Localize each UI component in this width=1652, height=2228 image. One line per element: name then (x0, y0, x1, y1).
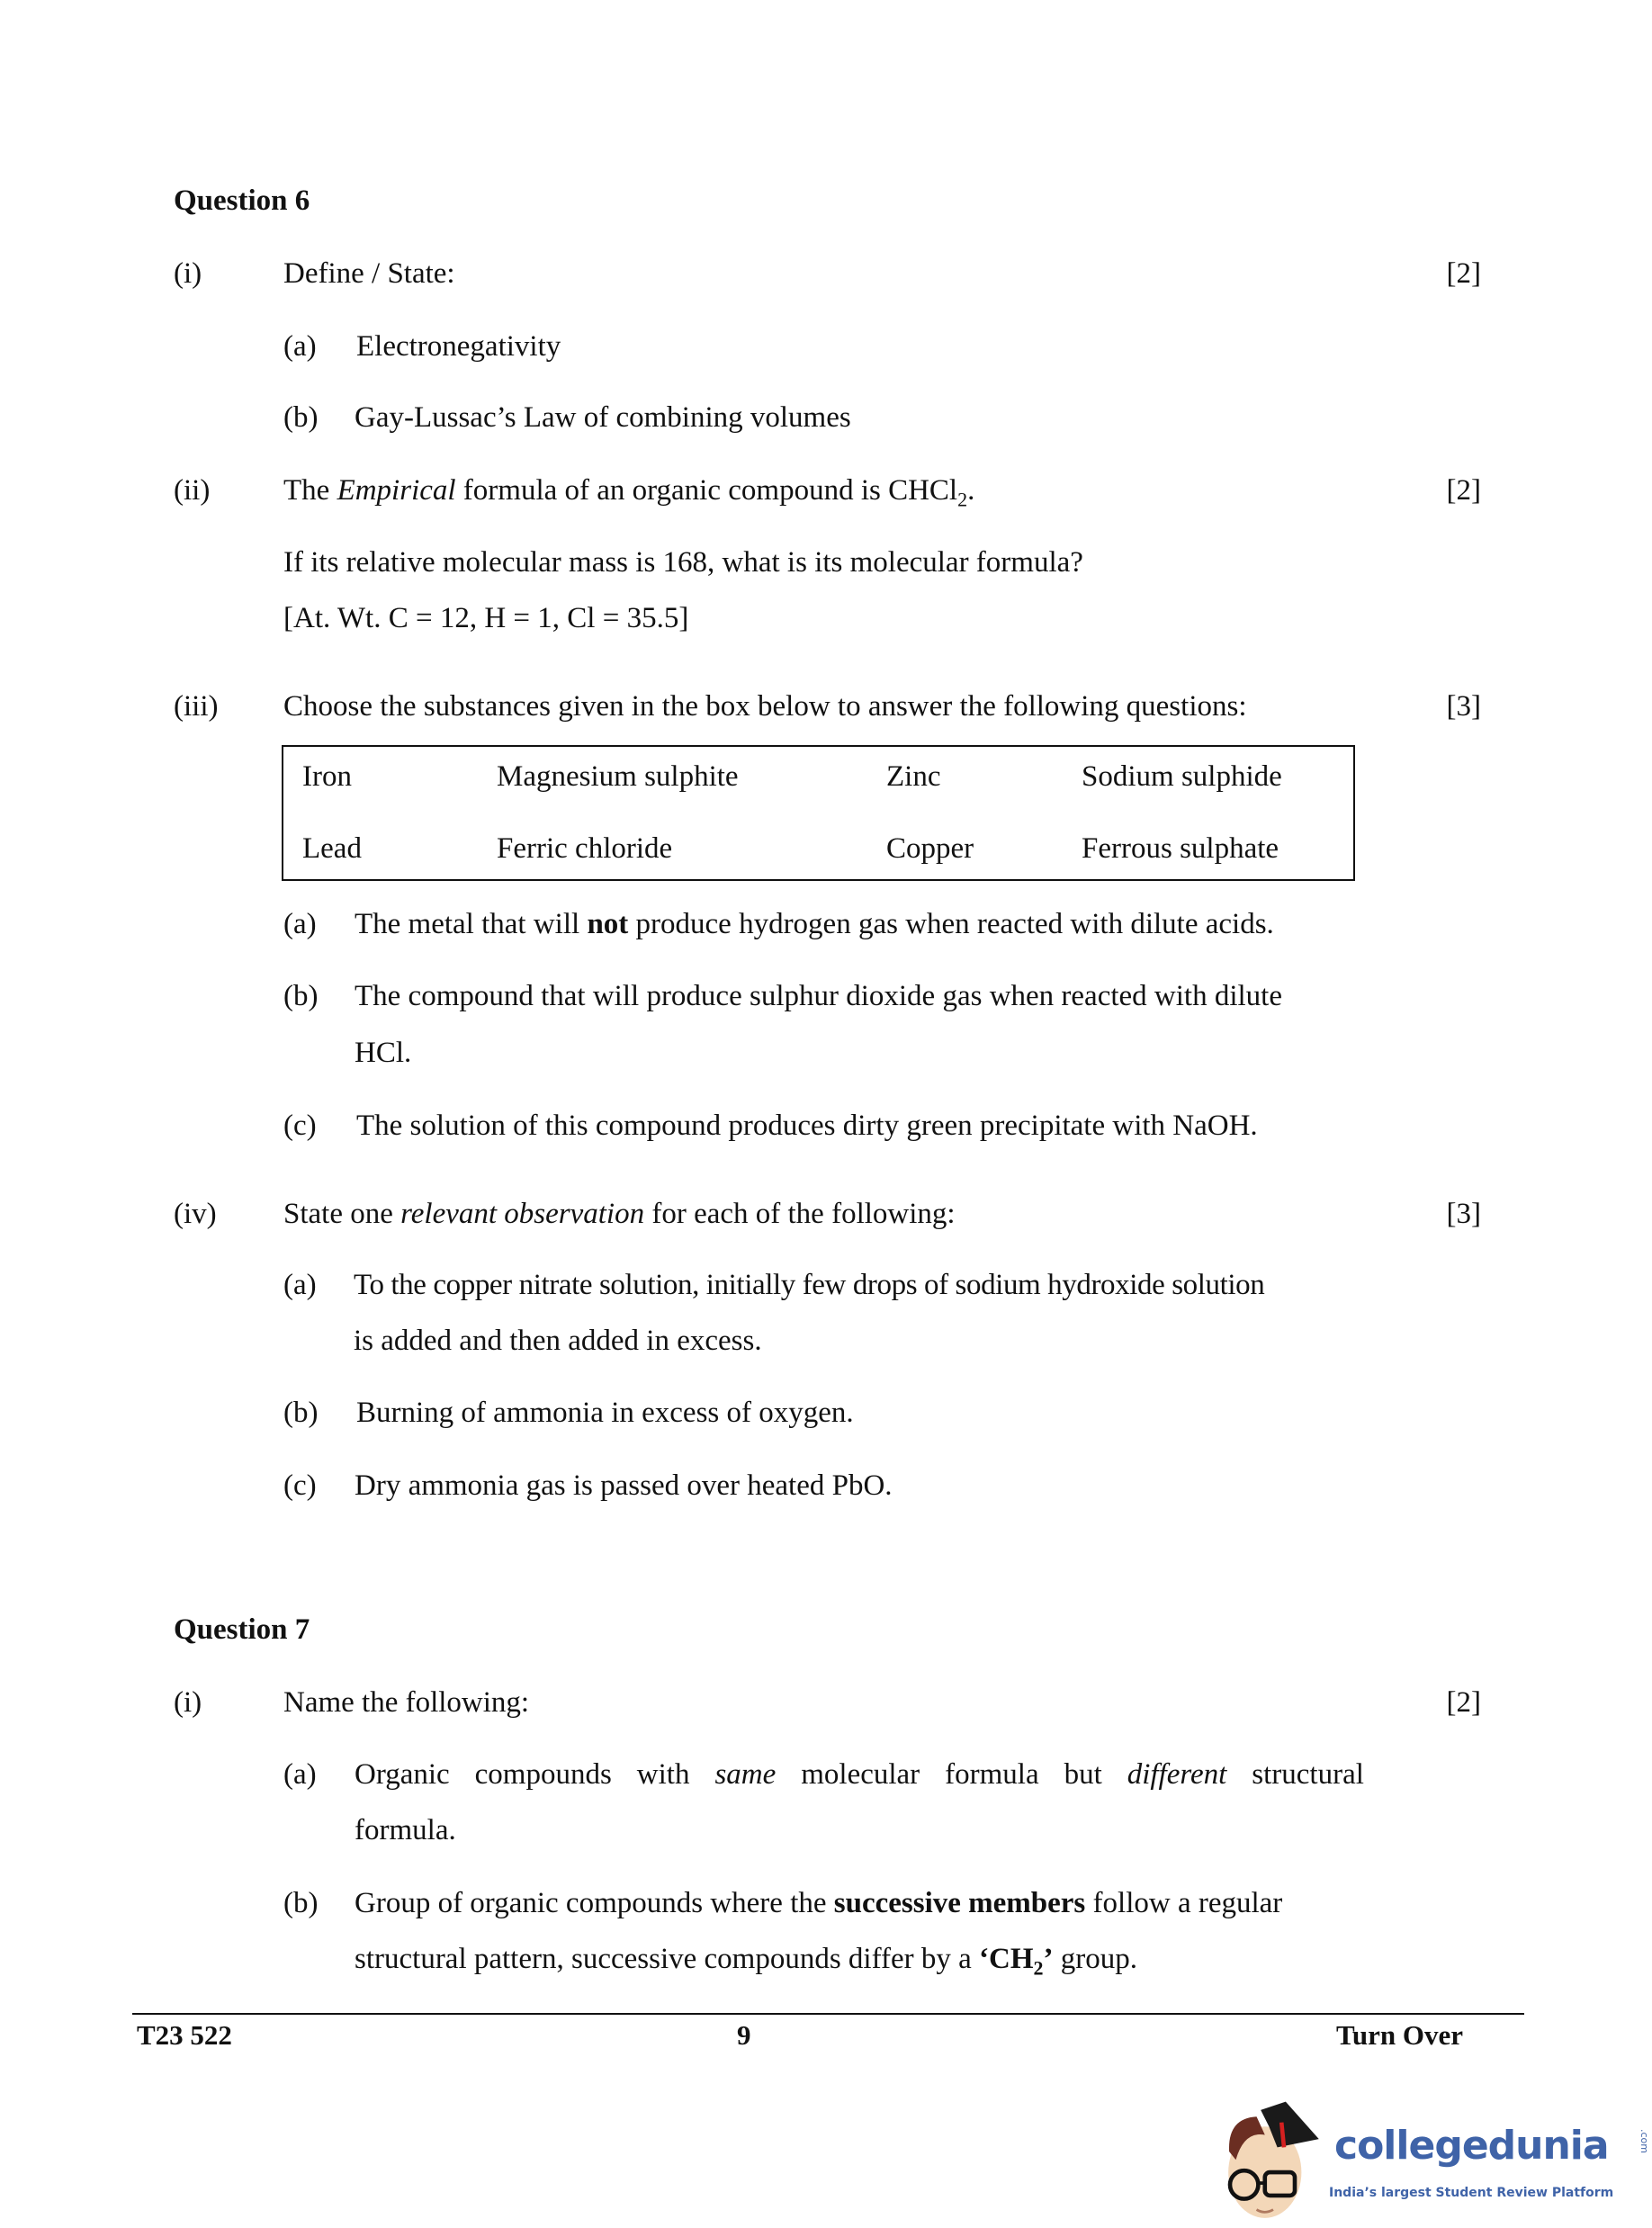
q7-i-a-line1: Organic compounds with same molecular formula but different structural (355, 1758, 1364, 1791)
substance: Sodium sulphide (1082, 760, 1282, 793)
q6-iii-text: Choose the substances given in the box below to answer the following questions: (283, 690, 1247, 723)
q7-i-marks: [2] (1446, 1686, 1481, 1719)
student-mascot-icon (1219, 2097, 1327, 2228)
label-b: (b) (283, 980, 319, 1012)
q6-i-b: Gay-Lussac’s Law of combining volumes (355, 401, 851, 434)
q6-iv-text: State one relevant observation for each of the following: (283, 1198, 956, 1230)
substance: Magnesium sulphite (497, 760, 739, 793)
q7-i-b-line2: structural pattern, successive compounds differ by a ‘$CH_2$’ group. (355, 1943, 1138, 1980)
q7-i-text: Name the following: (283, 1686, 530, 1719)
label-a: (a) (283, 330, 317, 363)
q6-ii-atomic-weights: [At. Wt. C = 12, H = 1, Cl = 35.5] (283, 602, 689, 634)
q6-iv-b: Burning of ammonia in excess of oxygen. (356, 1397, 854, 1429)
q7-i-b-line1: Group of organic compounds where the successive members follow a regular (355, 1887, 1283, 1919)
label-a: (a) (283, 908, 317, 940)
q6-iv-c: Dry ammonia gas is passed over heated PbO. (355, 1469, 893, 1502)
label-b: (b) (283, 1887, 319, 1919)
turn-over: Turn Over (1336, 2019, 1463, 2051)
q6-ii-number: (ii) (174, 474, 211, 507)
q6-i-text: Define / State: (283, 257, 455, 290)
footer-rule (132, 2013, 1524, 2015)
q6-iii-c: The solution of this compound produces dirty green precipitate with NaOH. (356, 1110, 1258, 1142)
label-b: (b) (283, 1397, 319, 1429)
substance: Lead (302, 832, 362, 865)
q6-iii-marks: [3] (1446, 690, 1481, 723)
q6-iv-number: (iv) (174, 1198, 217, 1230)
q6-i-a: Electronegativity (356, 330, 561, 363)
logo-wordmark: collegedunia (1334, 2123, 1609, 2169)
label-b: (b) (283, 401, 319, 434)
label-c: (c) (283, 1110, 317, 1142)
q7-i-a-line2: formula. (355, 1814, 456, 1846)
paper-code: T23 522 (137, 2019, 232, 2051)
label-c: (c) (283, 1469, 317, 1502)
q6-iii-a: The metal that will not produce hydrogen gas when reacted with dilute acids. (355, 908, 1274, 940)
substance: Ferric chloride (497, 832, 673, 865)
q6-ii-text: The Empirical formula of an organic compound is CHCl$_2$. (283, 474, 975, 511)
question-7-title: Question 7 (174, 1613, 310, 1646)
logo-com: .com (1639, 2129, 1650, 2153)
page-number: 9 (737, 2019, 751, 2051)
question-6-title: Question 6 (174, 184, 310, 217)
q6-iii-b-line2: HCl. (355, 1037, 412, 1069)
q6-iv-marks: [3] (1446, 1198, 1481, 1230)
q6-i-marks: [2] (1446, 257, 1481, 290)
q6-iv-a-line2: is added and then added in excess. (354, 1325, 762, 1357)
substance: Ferrous sulphate (1082, 832, 1279, 865)
label-a: (a) (283, 1758, 317, 1791)
substance: Zinc (886, 760, 941, 793)
q6-iii-number: (iii) (174, 690, 219, 723)
q6-iii-b-line1: The compound that will produce sulphur dioxide gas when reacted with dilute (355, 980, 1282, 1012)
logo-tagline: India’s largest Student Review Platform (1329, 2186, 1614, 2200)
q7-i-number: (i) (174, 1686, 202, 1719)
substance: Iron (302, 760, 352, 793)
q6-ii-marks: [2] (1446, 474, 1481, 507)
collegedunia-logo (1219, 2097, 1652, 2228)
substance: Copper (886, 832, 974, 865)
q6-iv-a-line1: To the copper nitrate solution, initially few drops of sodium hydroxide solution (354, 1269, 1265, 1301)
q6-ii-line2: If its relative molecular mass is 168, what is its molecular formula? (283, 546, 1083, 579)
q6-i-number: (i) (174, 257, 202, 290)
label-a: (a) (283, 1269, 317, 1301)
